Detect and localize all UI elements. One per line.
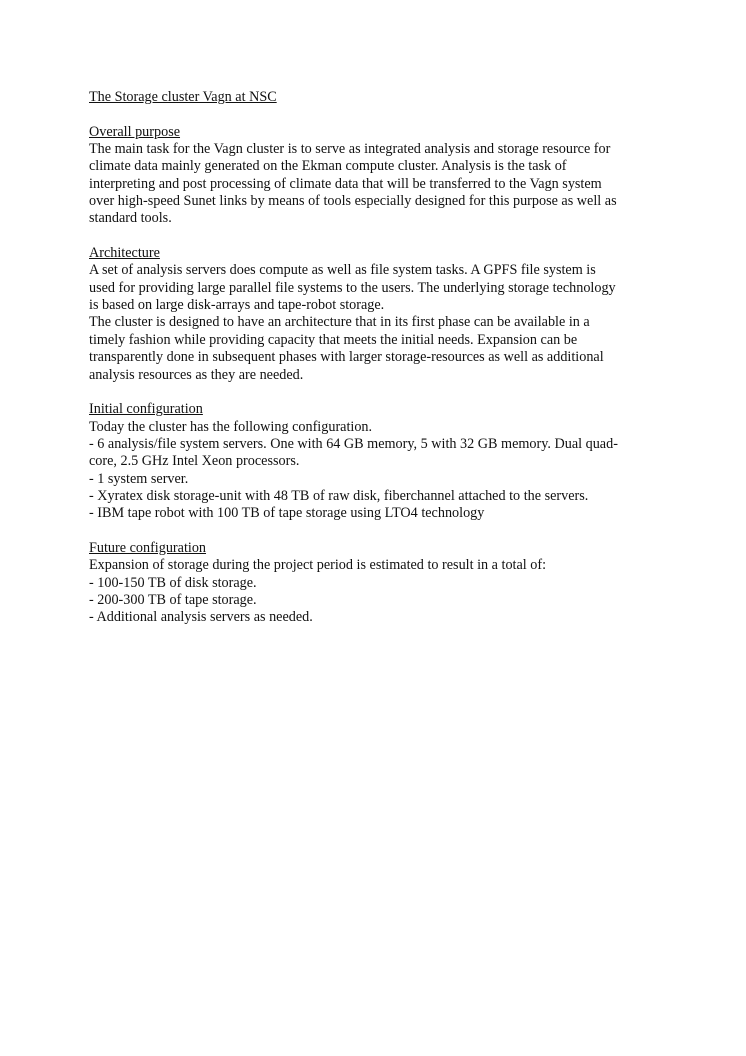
document-title: The Storage cluster Vagn at NSC bbox=[89, 89, 277, 105]
text-line: A set of analysis servers does compute as well as file system tasks. A GPFS file system is bbox=[89, 262, 596, 279]
section-architecture bbox=[89, 245, 664, 384]
paragraph bbox=[89, 262, 664, 314]
text-line: timely fashion while providing capacity that meets the initial needs. Expansion can be bbox=[89, 331, 578, 348]
list-item: - 6 analysis/file system servers. One with 64 GB memory, 5 with 32 GB memory. Dual quad- bbox=[89, 435, 618, 452]
text-line: The cluster is designed to have an architecture that in its first phase can be available in a bbox=[89, 314, 590, 331]
text-line: Expansion of storage during the project period is estimated to result in a total of: bbox=[89, 557, 547, 574]
list-item: - 1 system server. bbox=[89, 470, 189, 487]
text-line: transparently done in subsequent phases with larger storage-resources as well as additional bbox=[89, 349, 604, 366]
text-line: The main task for the Vagn cluster is to serve as integrated analysis and storage resource for bbox=[89, 141, 611, 158]
text-line: Today the cluster has the following configuration. bbox=[89, 418, 373, 435]
list-item: - 200-300 TB of tape storage. bbox=[89, 591, 257, 608]
section-heading: Initial configuration bbox=[89, 401, 203, 418]
text-line: climate data mainly generated on the Ekman compute cluster. Analysis is the task of bbox=[89, 158, 567, 175]
text-line: is based on large disk-arrays and tape-robot storage. bbox=[89, 297, 385, 314]
section-overall-purpose bbox=[89, 124, 664, 228]
text-line: interpreting and post processing of climate data that will be transferred to the Vagn system bbox=[89, 175, 602, 192]
text-line: analysis resources as they are needed. bbox=[89, 366, 304, 383]
paragraph bbox=[89, 314, 664, 383]
section-heading: Architecture bbox=[89, 245, 160, 262]
section-initial-configuration bbox=[89, 401, 664, 522]
section-heading: Overall purpose bbox=[89, 123, 181, 140]
paragraph bbox=[89, 557, 664, 626]
text-line: core, 2.5 GHz Intel Xeon processors. bbox=[89, 453, 300, 470]
list-item: - 100-150 TB of disk storage. bbox=[89, 574, 257, 591]
paragraph bbox=[89, 141, 664, 228]
text-line: over high-speed Sunet links by means of tools especially designed for this purpose as well as bbox=[89, 193, 617, 210]
paragraph bbox=[89, 419, 664, 523]
text-line: standard tools. bbox=[89, 210, 172, 227]
list-item: - IBM tape robot with 100 TB of tape storage using LTO4 technology bbox=[89, 505, 485, 522]
text-line: used for providing large parallel file systems to the users. The underlying storage technology bbox=[89, 279, 616, 296]
list-item: - Xyratex disk storage-unit with 48 TB of raw disk, fiberchannel attached to the servers. bbox=[89, 487, 589, 504]
list-item: - Additional analysis servers as needed. bbox=[89, 609, 313, 626]
document-page bbox=[89, 89, 664, 627]
section-future-configuration bbox=[89, 540, 664, 627]
section-heading: Future configuration bbox=[89, 539, 207, 556]
